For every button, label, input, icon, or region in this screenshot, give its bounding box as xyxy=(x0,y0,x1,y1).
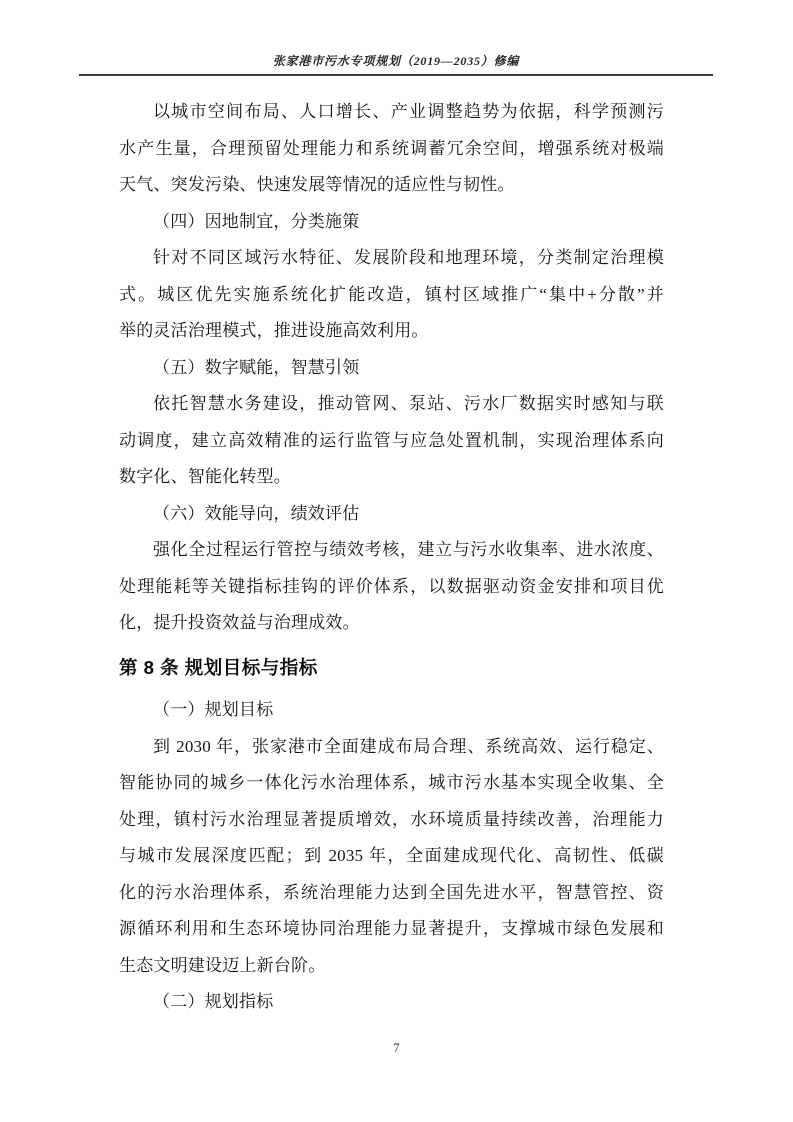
page-number: 7 xyxy=(393,1041,400,1055)
paragraph-goals-2030-2035 xyxy=(119,729,664,985)
text-line: 到 2030 年，张家港市全面建成布局合理、系统高效、运行稳定、 xyxy=(153,736,664,756)
header-title: 张家港市污水专项规划（2019—2035）修编 xyxy=(272,54,520,68)
text-line: 化的污水治理体系，系统治理能力达到全国先进水平，智慧管控、资 xyxy=(119,882,664,902)
text-line: 天气、突发污染、快速发展等情况的适应性与韧性。 xyxy=(119,175,515,194)
subheading-item-5: （五）数字赋能，智慧引领 xyxy=(153,357,360,377)
text-line: 举的灵活治理模式，推进设施高效利用。 xyxy=(119,321,429,340)
text-line: 与城市发展深度匹配；到 2035 年，全面建成现代化、高韧性、低碳 xyxy=(119,846,664,865)
paragraph-forecast xyxy=(119,94,664,204)
article-8-heading: 第 8 条 规划目标与指标 xyxy=(119,656,318,678)
text-line: 依托智慧水务建设，推动管网、泵站、污水厂数据实时感知与联 xyxy=(153,394,664,413)
text-line: 数字化、智能化转型。 xyxy=(119,467,291,486)
text-line: 智能协同的城乡一体化污水治理体系，城市污水基本实现全收集、全 xyxy=(119,773,664,792)
document-body xyxy=(119,94,664,1021)
subheading-item-4: （四）因地制宜，分类施策 xyxy=(153,211,360,231)
text-line: 源循环利用和生态环境协同治理能力显著提升，支撑城市绿色发展和 xyxy=(119,919,664,938)
subheading-planning-goal: （一）规划目标 xyxy=(153,700,274,719)
text-line: 水产生量，合理预留处理能力和系统调蓄冗余空间，增强系统对极端 xyxy=(119,138,664,158)
text-line: 以城市空间布局、人口增长、产业调整趋势为依据，科学预测污 xyxy=(153,102,664,121)
text-line: 化，提升投资效益与治理成效。 xyxy=(119,613,360,632)
text-line: 式。城区优先实施系统化扩能改造，镇村区域推广“集中+分散”并 xyxy=(119,284,664,304)
subheading-planning-indicators: （二）规划指标 xyxy=(153,992,274,1011)
subheading-item-6: （六）效能导向，绩效评估 xyxy=(153,503,360,523)
text-line: 动调度，建立高效精准的运行监管与应急处置机制，实现治理体系向 xyxy=(119,430,664,450)
page-header xyxy=(79,0,713,76)
paragraph-smart-water xyxy=(119,386,664,496)
text-line: 生态文明建设迈上新台阶。 xyxy=(119,955,326,975)
text-line: 处理，镇村污水治理显著提质增效，水环境质量持续改善，治理能力 xyxy=(119,809,664,829)
paragraph-classified-policy xyxy=(119,240,664,350)
page-footer xyxy=(0,1041,793,1056)
text-line: 针对不同区域污水特征、发展阶段和地理环境，分类制定治理模 xyxy=(153,248,664,267)
text-line: 强化全过程运行管控与绩效考核，建立与污水收集率、进水浓度、 xyxy=(153,540,664,559)
paragraph-performance xyxy=(119,532,664,642)
text-line: 处理能耗等关键指标挂钩的评价体系，以数据驱动资金安排和项目优 xyxy=(119,576,664,596)
